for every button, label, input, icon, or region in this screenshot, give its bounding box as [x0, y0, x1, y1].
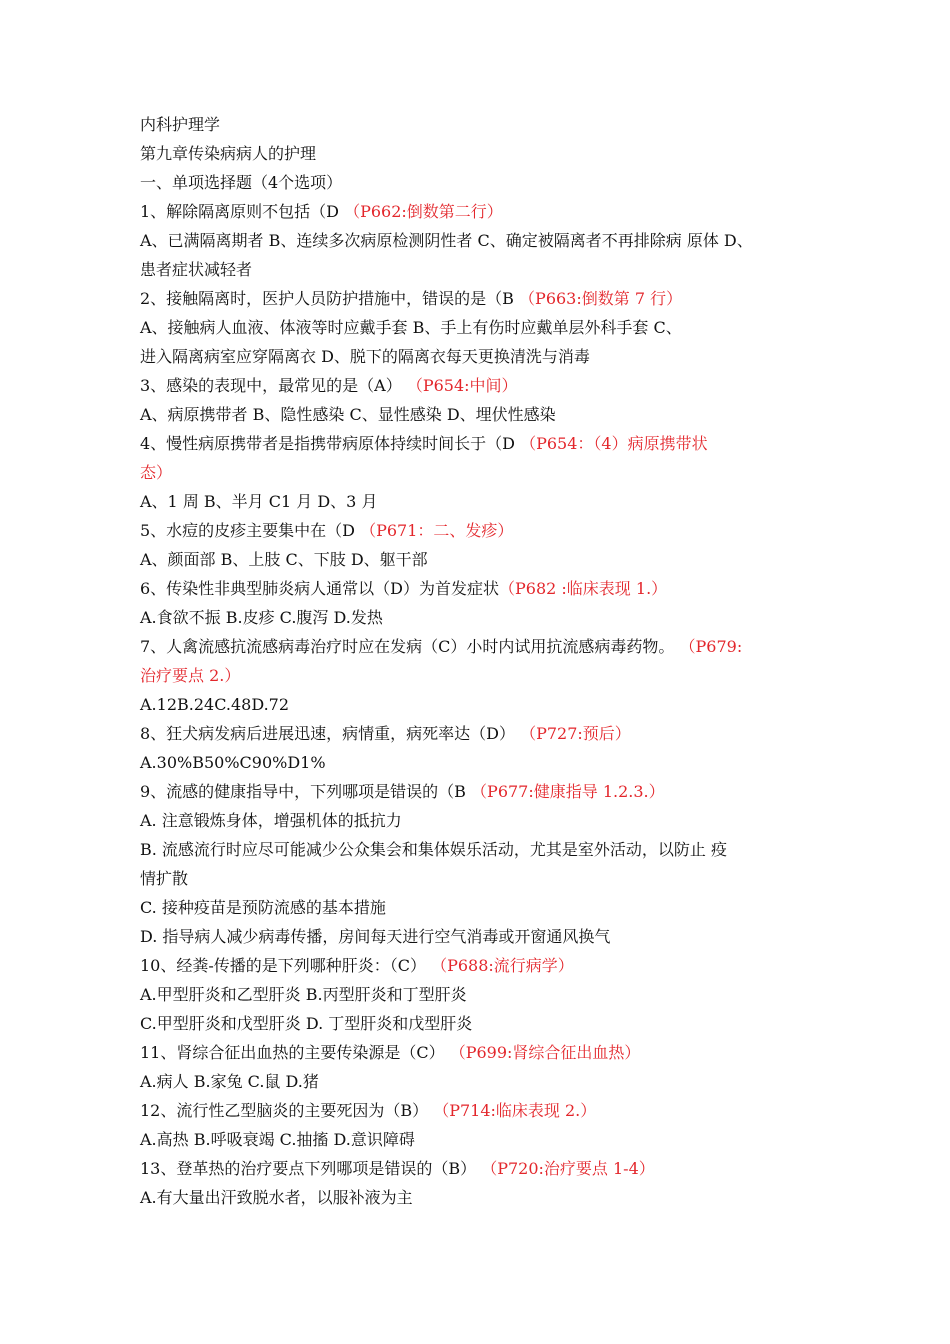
question-2-options-cont: 进入隔离病室应穿隔离衣 D、脱下的隔离衣每天更换清洗与消毒: [140, 347, 590, 366]
section-title: 一、单项选择题（4个选项）: [140, 173, 343, 192]
question-12-options: A.高热 B.呼吸衰竭 C.抽搐 D.意识障碍: [140, 1130, 415, 1149]
question-3: [140, 371, 830, 400]
page-reference: （P699:肾综合征出血热）: [449, 1043, 641, 1062]
page-reference-cont: 治疗要点 2.）: [140, 666, 241, 685]
page-reference: （P654：（4）病原携带状: [520, 434, 708, 453]
question-3-options: A、病原携带者 B、隐性感染 C、显性感染 D、埋伏性感染: [140, 405, 556, 424]
question-2-options: A、接触病人血液、体液等时应戴手套 B、手上有伤时应戴单层外科手套 C、: [140, 318, 682, 337]
question-10-options-cont: C.甲型肝炎和戊型肝炎 D. 丁型肝炎和戊型肝炎: [140, 1014, 473, 1033]
question-text: 13、登革热的治疗要点下列哪项是错误的（B）: [140, 1159, 477, 1178]
question-13: [140, 1154, 830, 1183]
question-12: [140, 1096, 830, 1125]
document-page: [140, 110, 830, 1212]
question-text: 6、传染性非典型肺炎病人通常以（D）为首发症状: [140, 579, 500, 598]
question-text: 12、流行性乙型脑炎的主要死因为（B）: [140, 1101, 429, 1120]
question-13-options: A.有大量出汗致脱水者，以服补液为主: [140, 1188, 413, 1207]
page-reference: （P679:: [679, 637, 743, 656]
question-text: 11、肾综合征出血热的主要传染源是（C）: [140, 1043, 445, 1062]
question-8: [140, 719, 830, 748]
question-6: [140, 574, 830, 603]
course-title: 内科护理学: [140, 115, 221, 134]
question-1: [140, 197, 830, 226]
question-6-options: A.食欲不振 B.皮疹 C.腹泻 D.发热: [140, 608, 383, 627]
page-reference: （P671：二、发疹）: [360, 521, 514, 540]
page-reference: （P663:倒数第 7 行）: [519, 289, 683, 308]
question-text: 2、接触隔离时，医护人员防护措施中，错误的是（B: [140, 289, 514, 308]
page-reference-cont: 态）: [140, 463, 173, 482]
page-reference: （P688:流行病学）: [431, 956, 574, 975]
question-9-option-d: D. 指导病人减少病毒传播，房间每天进行空气消毒或开窗通风换气: [140, 927, 611, 946]
question-4-options: A、1 周 B、半月 C1 月 D、3 月: [140, 492, 378, 511]
question-text: 5、水痘的皮疹主要集中在（D: [140, 521, 356, 540]
question-text: 1、解除隔离原则不包括（D: [140, 202, 340, 221]
page-reference: （P714:临床表现 2.）: [433, 1101, 597, 1120]
chapter-title: 第九章传染病病人的护理: [140, 144, 317, 163]
question-9-option-b: B. 流感流行时应尽可能减少公众集会和集体娱乐活动，尤其是室外活动，以防止 疫: [140, 840, 728, 859]
question-9: [140, 777, 830, 806]
question-8-options: A.30%B50%C90%D1%: [140, 753, 326, 772]
question-5-options: A、颜面部 B、上肢 C、下肢 D、躯干部: [140, 550, 428, 569]
question-5: [140, 516, 830, 545]
question-11: [140, 1038, 830, 1067]
question-2: [140, 284, 830, 313]
question-10-options: A.甲型肝炎和乙型肝炎 B.丙型肝炎和丁型肝炎: [140, 985, 467, 1004]
question-1-options: A、已满隔离期者 B、连续多次病原检测阴性者 C、确定被隔离者不再排除病 原体 D、: [140, 231, 753, 250]
page-reference: （P720:治疗要点 1-4）: [481, 1159, 655, 1178]
page-reference: （P727:预后）: [520, 724, 631, 743]
question-text: 7、人禽流感抗流感病毒治疗时应在发病（C）小时内试用抗流感病毒药物。: [140, 637, 675, 656]
question-text: 10、经粪-传播的是下列哪种肝炎：（C）: [140, 956, 427, 975]
question-11-options: A.病人 B.家兔 C.鼠 D.猪: [140, 1072, 319, 1091]
question-7: [140, 632, 830, 661]
page-reference: （P654:中间）: [406, 376, 518, 395]
question-1-options-cont: 患者症状减轻者: [140, 260, 253, 279]
question-9-option-b-cont: 情扩散: [140, 869, 189, 888]
question-text: 9、流感的健康指导中，下列哪项是错误的（B: [140, 782, 466, 801]
question-9-option-a: A. 注意锻炼身体，增强机体的抵抗力: [140, 811, 402, 830]
question-text: 3、感染的表现中，最常见的是（A）: [140, 376, 402, 395]
question-4: [140, 429, 830, 458]
question-text: 4、慢性病原携带者是指携带病原体持续时间长于（D: [140, 434, 516, 453]
page-reference: （P677:健康指导 1.2.3.）: [471, 782, 665, 801]
page-reference: （P682 :临床表现 1.）: [499, 579, 668, 598]
question-7-options: A.12B.24C.48D.72: [140, 695, 290, 714]
question-9-option-c: C. 接种疫苗是预防流感的基本措施: [140, 898, 386, 917]
question-text: 8、狂犬病发病后进展迅速，病情重，病死率达（D）: [140, 724, 516, 743]
question-10: [140, 951, 830, 980]
page-reference: （P662:倒数第二行）: [344, 202, 503, 221]
